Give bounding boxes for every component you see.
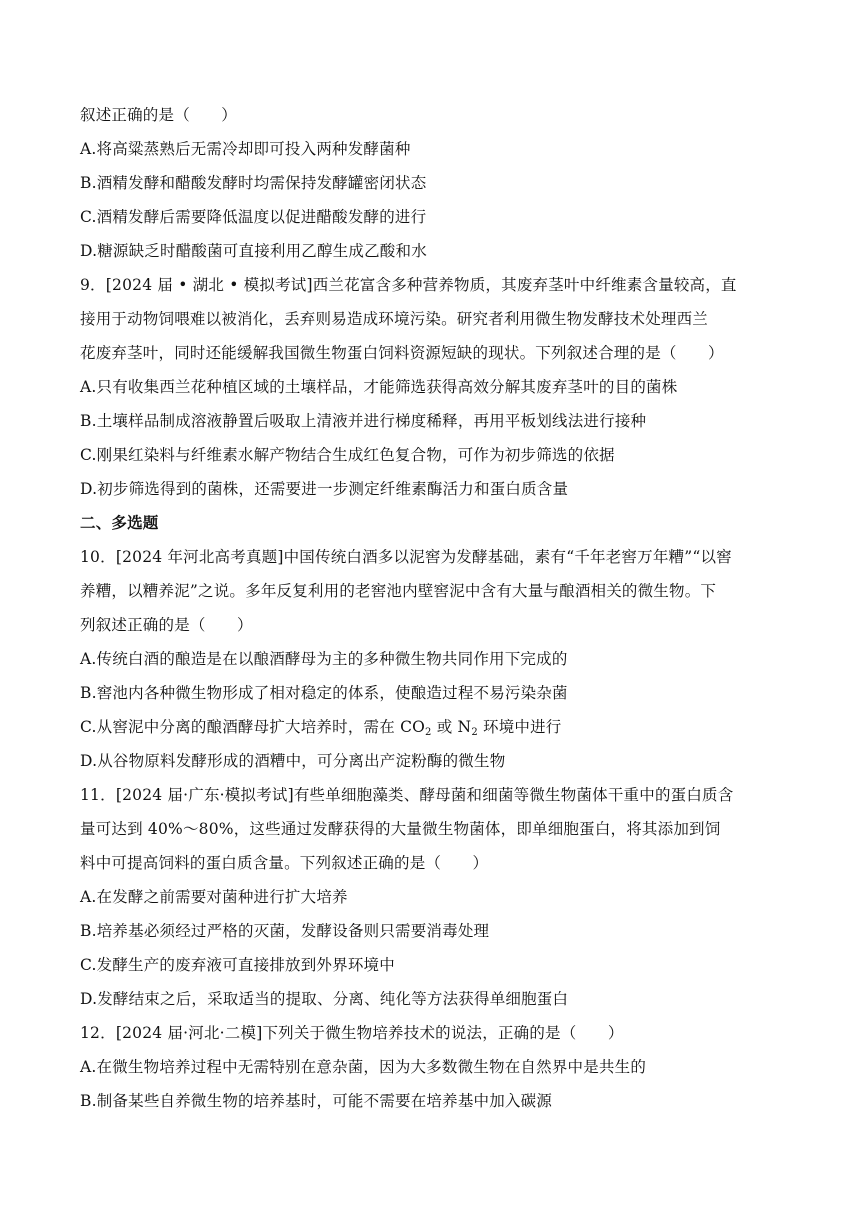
q11-option-d: D.发酵结束之后，采取适当的提取、分离、纯化等方法获得单细胞蛋白 xyxy=(80,990,569,1008)
q10-option-b: B.窖池内各种微生物形成了相对稳定的体系，使酿造过程不易污染杂菌 xyxy=(80,684,568,702)
q11-stem-line-3: 料中可提高饲料的蛋白质含量。下列叙述正确的是（ ） xyxy=(80,854,489,872)
q11-stem-line-2: 量可达到 40%～80%，这些通过发酵获得的大量微生物菌体，即单细胞蛋白，将其添加到饲 xyxy=(80,820,721,838)
co2-subscript: 2 xyxy=(425,727,432,738)
q10-option-c-text-2: 或 N xyxy=(431,718,472,736)
q10-option-c-text-3: 环境中进行 xyxy=(477,718,562,736)
section-heading-multiple-choice: 二、多选题 xyxy=(80,513,159,532)
q12-stem-line-1: 12．[2024 届·河北·二模]下列关于微生物培养技术的说法，正确的是（ ） xyxy=(80,1024,624,1042)
q8-option-b: B.酒精发酵和醋酸发酵时均需保持发酵罐密闭状态 xyxy=(80,174,427,192)
q8-option-c: C.酒精发酵后需要降低温度以促进醋酸发酵的进行 xyxy=(80,208,427,226)
q12-option-a: A.在微生物培养过程中无需特别在意杂菌，因为大多数微生物在自然界中是共生的 xyxy=(80,1058,647,1076)
q11-option-c: C.发酵生产的废弃液可直接排放到外界环境中 xyxy=(80,956,395,974)
q9-option-a: A.只有收集西兰花种植区域的土壤样品，才能筛选获得高效分解其废弃茎叶的目的菌株 xyxy=(80,378,678,396)
q10-stem-line-3: 列叙述正确的是（ ） xyxy=(80,616,253,634)
q9-option-d: D.初步筛选得到的菌株，还需要进一步测定纤维素酶活力和蛋白质含量 xyxy=(80,480,569,498)
q11-stem-line-1: 11．[2024 届·广东·模拟考试]有些单细胞藻类、酵母菌和细菌等微生物菌体干重中的蛋白质含 xyxy=(80,786,734,804)
q9-stem-line-2: 接用于动物饲喂难以被消化，丢弃则易造成环境污染。研究者利用微生物发酵技术处理西兰 xyxy=(80,310,709,328)
q9-stem-line-1: 9．[2024 届 • 湖北 • 模拟考试]西兰花富含多种营养物质，其废弃茎叶中纤维素含量较高，直 xyxy=(80,276,737,294)
q10-stem-line-1: 10．[2024 年河北高考真题]中国传统白酒多以泥窖为发酵基础，素有“千年老窖万年糟”“以窖 xyxy=(80,548,732,566)
q8-stem-tail: 叙述正确的是（ ） xyxy=(80,106,238,124)
q10-option-c xyxy=(80,716,792,738)
q8-option-a: A.将高粱蒸熟后无需冷却即可投入两种发酵菌种 xyxy=(80,140,411,158)
q9-stem-line-3: 花废弃茎叶，同时还能缓解我国微生物蛋白饲料资源短缺的现状。下列叙述合理的是（ ） xyxy=(80,344,724,362)
q12-option-b: B.制备某些自养微生物的培养基时，可能不需要在培养基中加入碳源 xyxy=(80,1092,553,1110)
q9-option-b: B.土壤样品制成溶液静置后吸取上清液并进行梯度稀释，再用平板划线法进行接种 xyxy=(80,412,647,430)
q10-option-c-text-1: C.从窖泥中分离的酿酒酵母扩大培养时，需在 CO xyxy=(80,718,426,736)
n2-subscript: 2 xyxy=(471,727,478,738)
q11-option-b: B.培养基必须经过严格的灭菌，发酵设备则只需要消毒处理 xyxy=(80,922,490,940)
q10-stem-line-2: 养糟，以糟养泥”之说。多年反复利用的老窖池内壁窖泥中含有大量与酿酒相关的微生物。下 xyxy=(80,582,717,600)
q8-option-d: D.糖源缺乏时醋酸菌可直接利用乙醇生成乙酸和水 xyxy=(80,242,427,260)
q10-option-a: A.传统白酒的酿造是在以酿酒酵母为主的多种微生物共同作用下完成的 xyxy=(80,650,568,668)
q9-option-c: C.刚果红染料与纤维素水解产物结合生成红色复合物，可作为初步筛选的依据 xyxy=(80,446,615,464)
q11-option-a: A.在发酵之前需要对菌种进行扩大培养 xyxy=(80,888,348,906)
q10-option-d: D.从谷物原料发酵形成的酒糟中，可分离出产淀粉酶的微生物 xyxy=(80,752,506,770)
